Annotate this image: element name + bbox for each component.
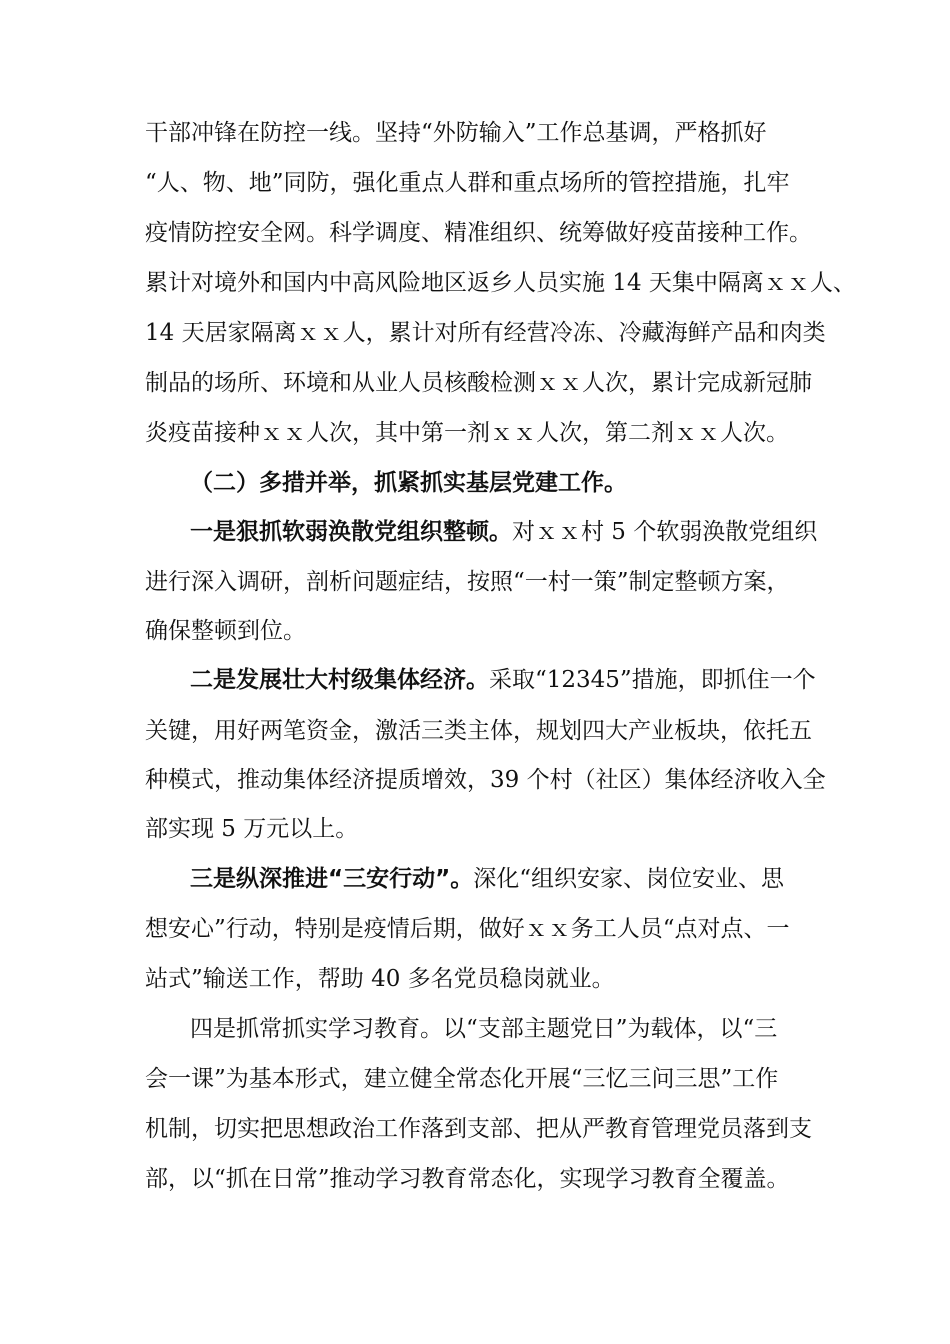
body-text: 干部冲锋在防控一线。坚持“外防输入”工作总基调，严格抓好: [145, 120, 767, 146]
text-line: [145, 215, 812, 251]
body-text: 种模式，推动集体经济提质增效，39 个村（社区）集体经济收入全: [145, 767, 826, 793]
body-text: 想安心”行动，特别是疫情后期，做好ｘｘ务工人员“点对点、一: [145, 916, 790, 942]
body-text: 采取“12345”措施，即抓住一个: [489, 667, 816, 693]
body-text: “人、物、地”同防，强化重点人群和重点场所的管控措施，扎牢: [145, 170, 790, 196]
body-text: 对ｘｘ村 5 个软弱涣散党组织: [512, 519, 818, 545]
text-line: [190, 514, 817, 550]
bold-heading-text: 一是狠抓软弱涣散党组织整顿。: [190, 519, 512, 545]
text-line: [145, 961, 615, 997]
text-line: [190, 465, 627, 501]
text-line: [145, 315, 826, 351]
text-line: [145, 1111, 812, 1147]
body-text: 14 天居家隔离ｘｘ人，累计对所有经营冷冻、冷藏海鲜产品和肉类: [145, 320, 826, 346]
bold-heading-text: 三是纵深推进“三安行动”。: [190, 866, 474, 892]
body-text: 制品的场所、环境和从业人员核酸检测ｘｘ人次，累计完成新冠肺: [145, 370, 812, 396]
bold-heading-text: （二）多措并举，抓紧抓实基层党建工作。: [190, 470, 627, 496]
text-line: [145, 811, 358, 847]
text-line: [145, 911, 790, 947]
text-line: [145, 1061, 778, 1097]
text-line: [145, 613, 306, 649]
text-line: [145, 1161, 790, 1197]
body-text: 炎疫苗接种ｘｘ人次，其中第一剂ｘｘ人次，第二剂ｘｘ人次。: [145, 420, 789, 446]
body-text: 机制，切实把思想政治工作落到支部、把从严教育管理党员落到支: [145, 1116, 812, 1142]
body-text: 四是抓常抓实学习教育。以“支部主题党日”为载体，以“三: [190, 1016, 778, 1042]
text-line: [145, 713, 812, 749]
text-line: [190, 1011, 777, 1047]
body-text: 关键，用好两笔资金，激活三类主体，规划四大产业板块，依托五: [145, 718, 812, 744]
body-text: 累计对境外和国内中高风险地区返乡人员实施 14 天集中隔离ｘｘ人、: [145, 270, 856, 296]
body-text: 部，以“抓在日常”推动学习教育常态化，实现学习教育全覆盖。: [145, 1166, 790, 1192]
text-line: [190, 662, 816, 698]
body-text: 进行深入调研，剖析问题症结，按照“一村一策”制定整顿方案，: [145, 569, 790, 595]
text-line: [190, 861, 784, 897]
body-text: 深化“组织安家、岗位安业、思: [473, 866, 784, 892]
body-text: 会一课”为基本形式，建立健全常态化开展“三忆三问三思”工作: [145, 1066, 779, 1092]
body-text: 疫情防控安全网。科学调度、精准组织、统筹做好疫苗接种工作。: [145, 220, 812, 246]
text-line: [145, 265, 856, 301]
text-line: [145, 762, 826, 798]
text-line: [145, 564, 790, 600]
text-line: [145, 115, 767, 151]
bold-heading-text: 二是发展壮大村级集体经济。: [190, 667, 489, 693]
body-text: 确保整顿到位。: [145, 618, 306, 644]
text-line: [145, 165, 790, 201]
body-text: 部实现 5 万元以上。: [145, 816, 359, 842]
body-text: 站式”输送工作，帮助 40 多名党员稳岗就业。: [145, 966, 615, 992]
text-line: [145, 415, 789, 451]
text-line: [145, 365, 812, 401]
